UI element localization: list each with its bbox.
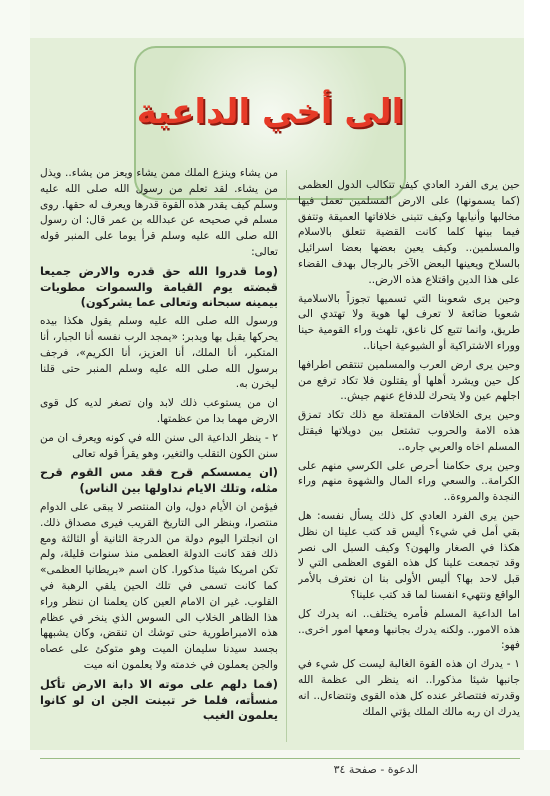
paragraph: ان من يستوعب ذلك لابد وان تصغر لديه كل قوى الارض مهما بدا من عظمتها. <box>40 397 278 425</box>
right-column <box>298 178 520 744</box>
paragraph: حين يرى الفرد العادي كل ذلك يسأل نفسه: هل بقي أمل في شيء؟ أليس قد كتب علينا ان نظل هكذا في الصغار والهون؟ وكيف السبل الى نصر وقد تجمعت علينا كل هذه القوى العظمى التي لا قبل لاحد بها؟ أليس الأولى بنا ان نعترف بالأمر الواقع ونتهيء انفسنا لما قد كتب علينا؟ <box>298 509 520 601</box>
paragraph: فيؤمن ان الأيام دول، وان المنتصر لا يبقى على الدوام منتصرا، وبنظر الى التاريخ القريب فيرى مصداق ذلك. ان انجلترا اليوم دولة من الدرجة الثانية أو الثالثة ومع ذلك فقد كانت الدولة العظمى منذ سنوات قليلة، ولم تكن امريكا شيئا مذكورا. كان اسم «بريطانيا العظمى» كما كانت تسمى في تلك الحين يلقي الرهبة في القلوب. غير ان الامام العين كان يعلمنا ان ننظر وراء هذا الظاهر الخلاب الى السوس الذي ينخر في عظام هذه الامبراطورية حتى توشك ان تنقض، وكان يشبهها بجسد سيدنا سليمان الميت وهو متوكئ على عصاه والجن يعملون في خدمته ولا يعلمون انه ميت <box>40 500 278 671</box>
paragraph: حين يرى الفرد العادي كيف تتكالب الدول العظمى (كما يسمونها) على الارض المسلمين تعمل فيها مخالبها وأنيابها وكيف تتبنى خلافاتها العميقة وتتفق فيما بينها كلما كانت القضية تتعلق بالاسلام والمسلمين.. وكيف يعين بعضها بعضا اسرائيل بالسلاح ويعينها البعض الآخر بالرجال بهدف القضاء على هذا الدين واقتلاع هذه الارض.. <box>298 179 520 286</box>
paragraph: وحين يرى شعوبنا التي تسميها تجوزاً بالاسلامية شعوبا ضائعة لا تعرف لها هوية ولا تهتدي الى طريق، وانما تتبع كل ناعق، تلهث وراء القومية حينا ووراء الاشتراكية أو الشيوعية احيانا.. <box>298 292 520 352</box>
article-title: الى أخي الداعية <box>136 92 404 132</box>
paragraph: وحين يرى ارض العرب والمسلمين تنتقص اطرافها كل حين ويشرد أهلها أو يقتلون فلا تكاد ترفع من اجلهم عين ولا يتحرك للدفاع عنهم جيش.. <box>298 358 520 403</box>
quran-quote: (ان يمسسكم قرح فقد مس القوم قرح مثله، وتلك الايام نداولها بين الناس) <box>40 465 278 496</box>
quran-quote: (فما دلهم على موته الا دابة الارض تأكل منسأته، فلما خر تبينت الجن ان لو كانوا يعلمون الغيب <box>40 676 278 723</box>
quran-quote: (وما قدروا الله حق قدره والارض جميعا قبضته يوم القيامة والسموات مطويات بيمينه سبحانه وتعالى عما يشركون) <box>40 263 278 310</box>
paragraph: ١ - يدرك ان هذه القوة الغالبة ليست كل شيء في جانبها شيئا مذكورا.. انه ينظر الى عظمة الله وقدرته فتتصاغر عنده كل هذه القوى وتتضاءل.. انه يدرك ان ربه مالك الملك يؤتي الملك <box>298 658 520 718</box>
paragraph: اما الداعية المسلم فأمره يختلف.. انه يدرك كل هذه الامور.. ولكنه يدرك بجانبها ومعها امور اخرى.. فهو: <box>298 607 520 652</box>
page-top-edge <box>0 0 550 38</box>
page-footer: الدعوة - صفحة ٣٤ <box>333 763 418 776</box>
paragraph: ٢ - ينظر الداعية الى سنن الله في كونه ويعرف ان من سنن الكون التقلب والتغير، وهو يقرأ قوله تعالى <box>40 431 278 460</box>
bottom-band <box>0 750 550 796</box>
paragraph: وحين يرى الخلافات المفتعلة مع ذلك تكاد تمزق هذه الامة والحروب تشتعل بين دويلاتها فيقتل المسلم اخاه والعربي جاره.. <box>298 409 520 453</box>
page-left-edge <box>0 0 30 796</box>
paragraph: ورسول الله صلى الله عليه وسلم يقول هكذا بيده يحركها يقبل بها ويدبر: «يمجد الرب نفسه أنا الجبار، أنا المتكبر، أنا الملك، أنا العزيز، أنا الكريم»، فرجف برسول الله صلى الله عليه وسلم المنبر حتى قلنا ليخرن به. <box>40 315 278 391</box>
paragraph: وحين يرى حكامنا أحرص على الكرسي منهم على الكرامة.. والسعي وراء المال والشهوة منهم وراء النجدة والمروءة.. <box>298 459 520 504</box>
page-right-margin <box>524 0 550 796</box>
column-divider <box>286 170 287 742</box>
paragraph: من يشاء وينزع الملك ممن يشاء ويعز من يشاء.. ويذل من يشاء. لقد تعلم من رسول الله صلى الله عليه وسلم كيف يقدر هذه القوة قدرها ويعرف له حقها. روى مسلم في صحيحه عن عبدالله بن عمر قال: ان رسول الله صلى الله عليه وسلم قرأ يوما على المنبر قوله تعالى: <box>40 167 278 258</box>
footer-rule <box>40 758 520 759</box>
left-column <box>40 166 278 744</box>
